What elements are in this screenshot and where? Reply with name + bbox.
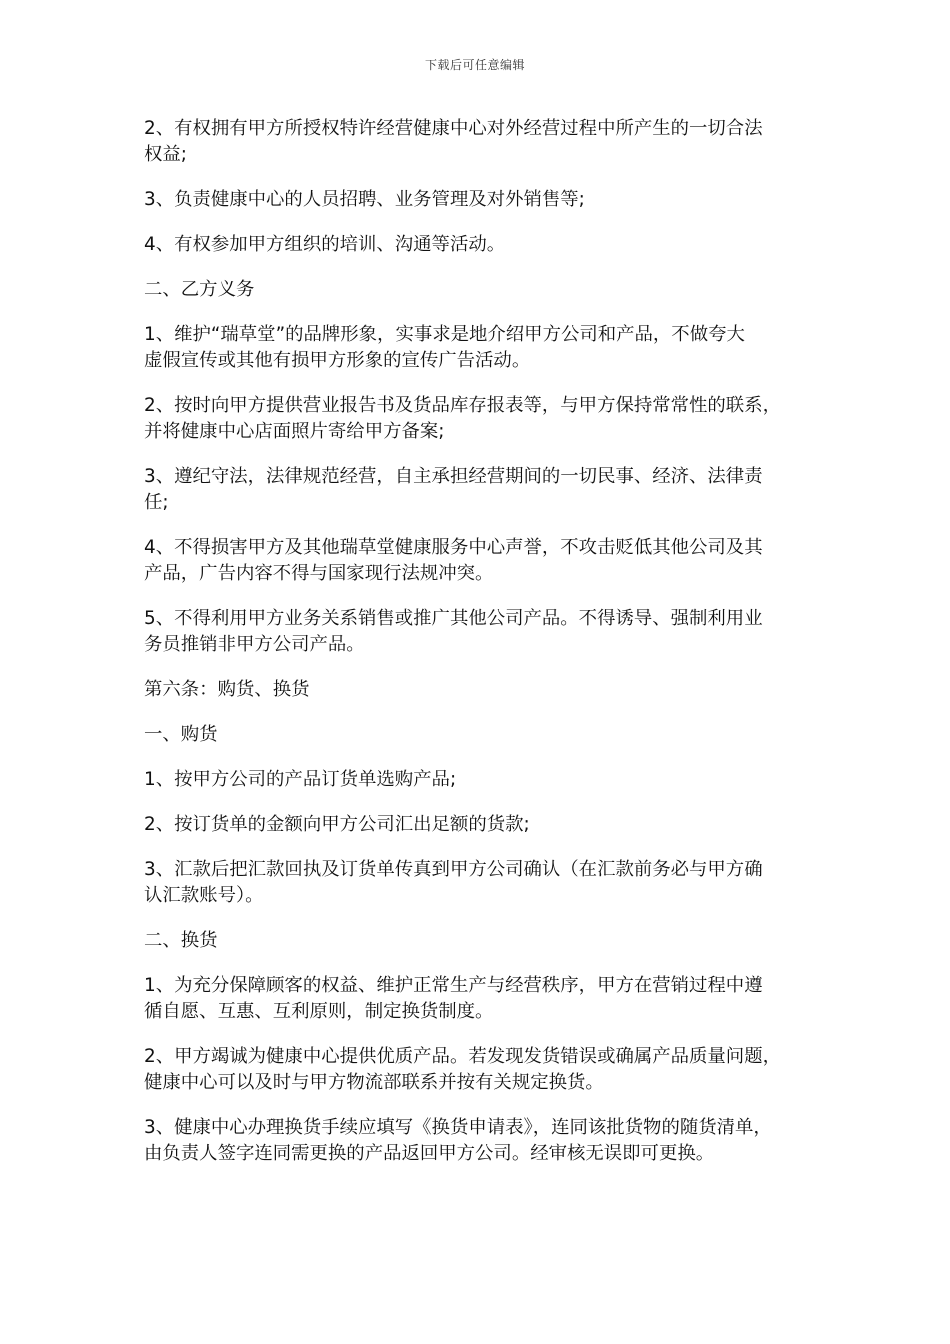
paragraph-line: 5、不得利用甲方业务关系销售或推广其他公司产品。不得诱导、强制利用业 bbox=[144, 608, 763, 629]
paragraph bbox=[144, 535, 804, 587]
paragraph-line: 3、遵纪守法，法律规范经营，自主承担经营期间的一切民事、经济、法律责 bbox=[144, 466, 763, 487]
section-heading bbox=[144, 722, 804, 748]
paragraph-line: 第六条：购货、换货 bbox=[144, 679, 310, 700]
paragraph-line: 认汇款账号）。 bbox=[144, 885, 264, 906]
paragraph bbox=[144, 1115, 804, 1167]
paragraph-line: 2、甲方竭诚为健康中心提供优质产品。若发现发货错误或确属产品质量问题， bbox=[144, 1046, 781, 1067]
paragraph-line: 一、购货 bbox=[144, 724, 218, 745]
paragraph-line: 务员推销非甲方公司产品。 bbox=[144, 634, 365, 655]
paragraph bbox=[144, 973, 804, 1025]
paragraph-line: 1、按甲方公司的产品订货单选购产品; bbox=[144, 769, 457, 790]
article-heading bbox=[144, 677, 804, 703]
paragraph-line: 由负责人签字连同需更换的产品返回甲方公司。经审核无误即可更换。 bbox=[144, 1143, 715, 1164]
paragraph-line: 循自愿、互惠、互利原则，制定换货制度。 bbox=[144, 1001, 494, 1022]
paragraph bbox=[144, 464, 804, 516]
paragraph bbox=[144, 116, 804, 168]
paragraph-line: 3、汇款后把汇款回执及订货单传真到甲方公司确认（在汇款前务必与甲方确 bbox=[144, 859, 763, 880]
document-body bbox=[144, 116, 804, 1186]
paragraph-line: 健康中心可以及时与甲方物流部联系并按有关规定换货。 bbox=[144, 1072, 604, 1093]
paragraph-line: 二、乙方义务 bbox=[144, 279, 255, 300]
paragraph-line: 4、不得损害甲方及其他瑞草堂健康服务中心声誉，不攻击贬低其他公司及其 bbox=[144, 537, 763, 558]
paragraph bbox=[144, 767, 804, 793]
paragraph-line: 产品，广告内容不得与国家现行法规冲突。 bbox=[144, 563, 494, 584]
paragraph-line: 3、健康中心办理换货手续应填写《换货申请表》，连同该批货物的随货清单， bbox=[144, 1117, 772, 1138]
paragraph bbox=[144, 232, 804, 258]
paragraph bbox=[144, 606, 804, 658]
paragraph bbox=[144, 393, 804, 445]
paragraph bbox=[144, 857, 804, 909]
section-heading bbox=[144, 928, 804, 954]
paragraph-line: 权益; bbox=[144, 144, 187, 165]
paragraph bbox=[144, 322, 804, 374]
paragraph-line: 1、为充分保障顾客的权益、维护正常生产与经营秩序，甲方在营销过程中遵 bbox=[144, 975, 763, 996]
paragraph bbox=[144, 1044, 804, 1096]
paragraph bbox=[144, 812, 804, 838]
paragraph-line: 1、维护“瑞草堂”的品牌形象，实事求是地介绍甲方公司和产品，不做夸大 bbox=[144, 324, 745, 345]
paragraph-line: 二、换货 bbox=[144, 930, 218, 951]
paragraph-line: 虚假宣传或其他有损甲方形象的宣传广告活动。 bbox=[144, 350, 531, 371]
paragraph-line: 2、按订货单的金额向甲方公司汇出足额的货款; bbox=[144, 814, 530, 835]
paragraph-line: 并将健康中心店面照片寄给甲方备案; bbox=[144, 421, 445, 442]
paragraph-line: 2、有权拥有甲方所授权特许经营健康中心对外经营过程中所产生的一切合法 bbox=[144, 118, 763, 139]
paragraph bbox=[144, 187, 804, 213]
paragraph-line: 4、有权参加甲方组织的培训、沟通等活动。 bbox=[144, 234, 506, 255]
paragraph-line: 3、负责健康中心的人员招聘、业务管理及对外销售等; bbox=[144, 189, 585, 210]
paragraph-line: 2、按时向甲方提供营业报告书及货品库存报表等，与甲方保持常常性的联系， bbox=[144, 395, 781, 416]
paragraph-line: 任; bbox=[144, 492, 169, 513]
section-heading bbox=[144, 277, 804, 303]
page-header: 下载后可任意编辑 bbox=[424, 58, 525, 72]
